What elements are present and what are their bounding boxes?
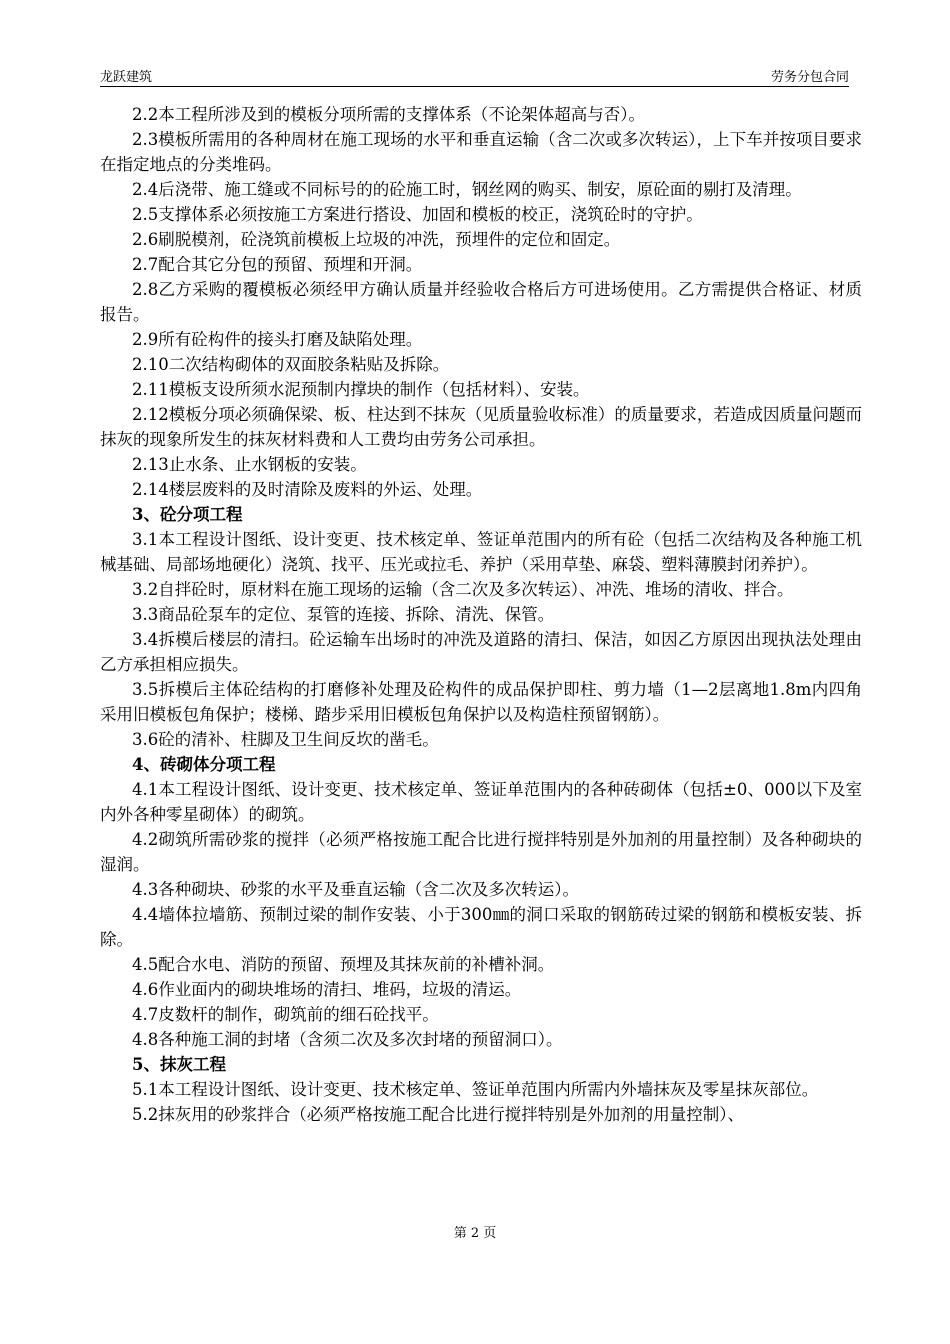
- clause-paragraph: 2.14楼层废料的及时清除及废料的外运、处理。: [132, 480, 483, 499]
- section-heading: 4、砖砌体分项工程: [132, 755, 276, 774]
- clause-paragraph: 2.11模板支设所须水泥预制内撑块的制作（包括材料）、安装。: [132, 380, 590, 399]
- clause-paragraph: 3.1本工程设计图纸、设计变更、技术核定单、签证单范围内的所有砼（包括二次结构及各种施工机械基础、局部场地硬化）浇筑、找平、压光或拉毛、养护（采用草垫、麻袋、塑料薄膜封闭养护）。: [100, 530, 862, 574]
- clause-paragraph: 5.2抹灰用的砂浆拌合（必须严格按施工配合比进行搅拌特别是外加剂的用量控制）、: [132, 1105, 744, 1124]
- clause-paragraph: 2.13止水条、止水钢板的安装。: [132, 455, 367, 474]
- clause-paragraph: 2.6刷脱模剂，砼浇筑前模板上垃圾的冲洗，预埋件的定位和固定。: [132, 230, 621, 249]
- clause-paragraph: 3.5拆模后主体砼结构的打磨修补处理及砼构件的成品保护即柱、剪力墙（1—2层离地1.8m内四角采用旧模板包角保护；楼梯、踏步采用旧模板包角保护以及构造柱预留钢筋）。: [100, 680, 862, 724]
- section-heading: 5、抹灰工程: [132, 1055, 226, 1074]
- clause-paragraph: 2.10二次结构砌体的双面胶条粘贴及拆除。: [132, 355, 450, 374]
- clause-paragraph: 2.8乙方采购的覆模板必须经甲方确认质量并经验收合格后方可进场使用。乙方需提供合格证、材质报告。: [100, 280, 862, 324]
- clause-paragraph: 2.3模板所需用的各种周材在施工现场的水平和垂直运输（含二次或多次转运），上下车并按项目要求在指定地点的分类堆码。: [100, 130, 862, 174]
- document-body: [100, 102, 862, 1127]
- clause-paragraph: 2.5支撑体系必须按施工方案进行搭设、加固和模板的校正，浇筑砼时的守护。: [132, 205, 703, 224]
- page-header: [100, 62, 849, 87]
- page-number: 第 2 页: [453, 1226, 497, 1241]
- header-company: 龙跃建筑: [100, 70, 153, 85]
- header-doc-title: 劳务分包合同: [770, 70, 849, 85]
- clause-paragraph: 3.6砼的清补、柱脚及卫生间反坎的凿毛。: [132, 730, 439, 749]
- clause-paragraph: 4.7皮数杆的制作，砌筑前的细石砼找平。: [132, 1005, 439, 1024]
- clause-paragraph: 2.4后浇带、施工缝或不同标号的的砼施工时，钢丝网的购买、制安，原砼面的剔打及清理。: [132, 180, 802, 199]
- clause-paragraph: 4.4墙体拉墙筋、预制过梁的制作安装、小于300㎜的洞口采取的钢筋砖过梁的钢筋和模板安装、拆除。: [100, 905, 862, 949]
- clause-paragraph: 2.9所有砼构件的接头打磨及缺陷处理。: [132, 330, 423, 349]
- clause-paragraph: 3.4拆模后楼层的清扫。砼运输车出场时的冲洗及道路的清扫、保洁，如因乙方原因出现执法处理由乙方承担相应损失。: [100, 630, 862, 674]
- clause-paragraph: 4.1本工程设计图纸、设计变更、技术核定单、签证单范围内的各种砖砌体（包括±0、000以下及室内外各种零星砌体）的砌筑。: [100, 780, 862, 824]
- clause-paragraph: 3.2自拌砼时，原材料在施工现场的运输（含二次及多次转运）、冲洗、堆场的清收、拌合。: [132, 580, 794, 599]
- clause-paragraph: 5.1本工程设计图纸、设计变更、技术核定单、签证单范围内所需内外墙抹灰及零星抹灰部位。: [132, 1080, 819, 1099]
- clause-paragraph: 2.7配合其它分包的预留、预埋和开洞。: [132, 255, 423, 274]
- clause-paragraph: 4.3各种砌块、砂浆的水平及垂直运输（含二次及多次转运）。: [132, 880, 579, 899]
- clause-paragraph: 4.5配合水电、消防的预留、预埋及其抹灰前的补槽补洞。: [132, 955, 555, 974]
- clause-paragraph: 4.2砌筑所需砂浆的搅拌（必须严格按施工配合比进行搅拌特别是外加剂的用量控制）及各种砌块的湿润。: [100, 830, 862, 874]
- clause-paragraph: 3.3商品砼泵车的定位、泵管的连接、拆除、清洗、保管。: [132, 605, 555, 624]
- section-heading: 3、砼分项工程: [132, 505, 243, 524]
- clause-paragraph: 2.2本工程所涉及到的模板分项所需的支撑体系（不论架体超高与否）。: [132, 105, 645, 124]
- clause-paragraph: 4.6作业面内的砌块堆场的清扫、堆码，垃圾的清运。: [132, 980, 522, 999]
- clause-paragraph: 4.8各种施工洞的封堵（含须二次及多次封堵的预留洞口）。: [132, 1030, 563, 1049]
- clause-paragraph: 2.12模板分项必须确保梁、板、柱达到不抹灰（见质量验收标准）的质量要求，若造成因质量问题而抹灰的现象所发生的抹灰材料费和人工费均由劳务公司承担。: [100, 405, 862, 449]
